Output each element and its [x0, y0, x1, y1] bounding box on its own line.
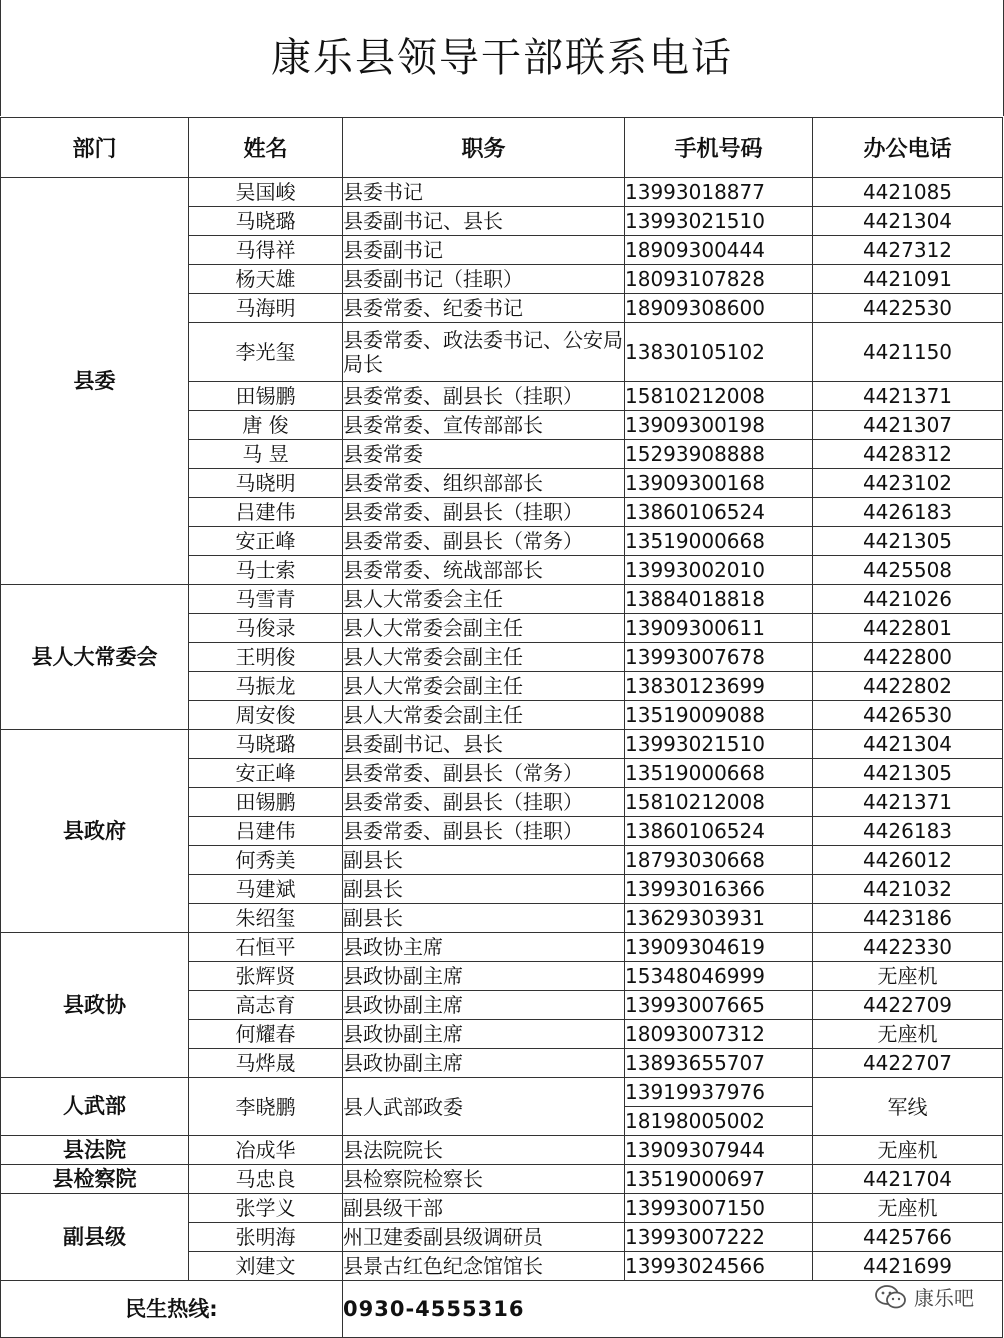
mobile-cell: 13629303931: [625, 904, 813, 933]
office-cell: 4428312: [813, 440, 1003, 469]
mobile-cell: 13893655707: [625, 1049, 813, 1078]
mobile-cell: 13919937976: [625, 1078, 813, 1107]
role-cell: 县委常委、副县长（挂职）: [343, 788, 625, 817]
office-cell: 4421085: [813, 178, 1003, 207]
office-cell: 4421305: [813, 759, 1003, 788]
mobile-cell: 13860106524: [625, 498, 813, 527]
table-row: [1, 178, 1003, 207]
mobile-cell: 18093107828: [625, 265, 813, 294]
mobile-cell: 18909308600: [625, 294, 813, 323]
office-cell: 4426530: [813, 701, 1003, 730]
role-cell: 副县长: [343, 875, 625, 904]
office-cell: 4426012: [813, 846, 1003, 875]
office-cell: 4421699: [813, 1252, 1003, 1281]
role-cell: 县人大常委会主任: [343, 585, 625, 614]
table-row: [1, 933, 1003, 962]
role-cell: 县委常委、组织部部长: [343, 469, 625, 498]
mobile-cell: 13993007222: [625, 1223, 813, 1252]
name-cell: 周安俊: [189, 701, 343, 730]
mobile-cell: 13993007150: [625, 1194, 813, 1223]
name-cell: 吕建伟: [189, 498, 343, 527]
name-cell: 何耀春: [189, 1020, 343, 1049]
mobile-cell: 18793030668: [625, 846, 813, 875]
office-cell: 4421305: [813, 527, 1003, 556]
role-cell: 县委常委、政法委书记、公安局局长: [343, 323, 625, 382]
name-cell: 马 昱: [189, 440, 343, 469]
header-name: 姓名: [189, 118, 343, 178]
header-office: 办公电话: [813, 118, 1003, 178]
name-cell: 田锡鹏: [189, 382, 343, 411]
mobile-cell: 13909300168: [625, 469, 813, 498]
table-row: [1, 1165, 1003, 1194]
role-cell: 县人大常委会副主任: [343, 643, 625, 672]
watermark: [874, 1282, 974, 1311]
office-cell: 无座机: [813, 1136, 1003, 1165]
mobile-cell: 13993016366: [625, 875, 813, 904]
header-mobile: 手机号码: [625, 118, 813, 178]
role-cell: 县委常委、副县长（挂职）: [343, 817, 625, 846]
name-cell: 冶成华: [189, 1136, 343, 1165]
table-row: [1, 730, 1003, 759]
name-cell: 张明海: [189, 1223, 343, 1252]
mobile-cell: 13993018877: [625, 178, 813, 207]
office-cell: 4422707: [813, 1049, 1003, 1078]
mobile-cell: 13993024566: [625, 1252, 813, 1281]
mobile-cell: 13519009088: [625, 701, 813, 730]
role-cell: 县政协副主席: [343, 962, 625, 991]
role-cell: 县检察院检察长: [343, 1165, 625, 1194]
header-role: 职务: [343, 118, 625, 178]
header-dept: 部门: [1, 118, 189, 178]
mobile-cell: 13993002010: [625, 556, 813, 585]
mobile-cell: 13993007665: [625, 991, 813, 1020]
mobile-cell: 15348046999: [625, 962, 813, 991]
title-box: [0, 0, 1004, 116]
office-cell: 4422530: [813, 294, 1003, 323]
role-cell: 县政协主席: [343, 933, 625, 962]
dept-cell-county_government: 县政府: [1, 730, 189, 933]
office-cell: 4422802: [813, 672, 1003, 701]
name-cell: 马海明: [189, 294, 343, 323]
name-cell: 马建斌: [189, 875, 343, 904]
name-cell: 张辉贤: [189, 962, 343, 991]
role-cell: 县政协副主席: [343, 1020, 625, 1049]
name-cell: 李光玺: [189, 323, 343, 382]
role-cell: 县委副书记、县长: [343, 730, 625, 759]
dept-cell-procuratorate: 县检察院: [1, 1165, 189, 1194]
role-cell: 副县级干部: [343, 1194, 625, 1223]
role-cell: 县人大常委会副主任: [343, 614, 625, 643]
office-cell: 4425508: [813, 556, 1003, 585]
mobile-cell: 13884018818: [625, 585, 813, 614]
name-cell: 吴国峻: [189, 178, 343, 207]
mobile-cell: 13860106524: [625, 817, 813, 846]
dept-cell-cppcc: 县政协: [1, 933, 189, 1078]
name-cell: 安正峰: [189, 759, 343, 788]
mobile-cell: 13993007678: [625, 643, 813, 672]
role-cell: 县委常委、副县长（挂职）: [343, 382, 625, 411]
name-cell: 石恒平: [189, 933, 343, 962]
office-cell: 4427312: [813, 236, 1003, 265]
dept-cell-deputy_county_level: 副县级: [1, 1194, 189, 1281]
dept-cell-peoples_congress: 县人大常委会: [1, 585, 189, 730]
role-cell: 县人武部政委: [343, 1078, 625, 1136]
name-cell: 何秀美: [189, 846, 343, 875]
office-cell: 4421371: [813, 382, 1003, 411]
role-cell: 县委常委: [343, 440, 625, 469]
mobile-cell: 13830123699: [625, 672, 813, 701]
office-cell: 4426183: [813, 817, 1003, 846]
name-cell: 马俊录: [189, 614, 343, 643]
office-cell: 4423186: [813, 904, 1003, 933]
mobile-cell: 18909300444: [625, 236, 813, 265]
mobile-cell: 13993021510: [625, 207, 813, 236]
dept-cell-county_committee: 县委: [1, 178, 189, 585]
table-row: [1, 585, 1003, 614]
name-cell: 高志育: [189, 991, 343, 1020]
name-cell: 安正峰: [189, 527, 343, 556]
office-cell: 4421371: [813, 788, 1003, 817]
role-cell: 县景古红色纪念馆馆长: [343, 1252, 625, 1281]
office-cell: 军线: [813, 1078, 1003, 1136]
role-cell: 县人大常委会副主任: [343, 701, 625, 730]
office-cell: 4421304: [813, 207, 1003, 236]
role-cell: 县人大常委会副主任: [343, 672, 625, 701]
mobile-cell: 13909307944: [625, 1136, 813, 1165]
role-cell: 县委副书记、县长: [343, 207, 625, 236]
table-row: [1, 1136, 1003, 1165]
mobile-cell: 18093007312: [625, 1020, 813, 1049]
role-cell: 县委副书记: [343, 236, 625, 265]
office-cell: 4425766: [813, 1223, 1003, 1252]
name-cell: 杨天雄: [189, 265, 343, 294]
name-cell: 马振龙: [189, 672, 343, 701]
dept-cell-armed_forces: 人武部: [1, 1078, 189, 1136]
mobile-cell: 15810212008: [625, 788, 813, 817]
watermark-text: 康乐吧: [914, 1286, 974, 1310]
office-cell: 4422800: [813, 643, 1003, 672]
role-cell: 副县长: [343, 904, 625, 933]
mobile-cell: 13909300611: [625, 614, 813, 643]
office-cell: 4421091: [813, 265, 1003, 294]
table-body: [1, 178, 1003, 1338]
name-cell: 马晓璐: [189, 730, 343, 759]
table-header-row: [1, 118, 1003, 178]
hotline-label: 民生热线:: [1, 1281, 343, 1338]
office-cell: 4421704: [813, 1165, 1003, 1194]
mobile-cell: 13519000668: [625, 527, 813, 556]
name-cell: 马晓明: [189, 469, 343, 498]
dept-cell-court: 县法院: [1, 1136, 189, 1165]
role-cell: 县政协副主席: [343, 1049, 625, 1078]
office-cell: 4426183: [813, 498, 1003, 527]
office-cell: 4421304: [813, 730, 1003, 759]
office-cell: 无座机: [813, 962, 1003, 991]
page-title: 康乐县领导干部联系电话: [271, 34, 733, 81]
name-cell: 马晓璐: [189, 207, 343, 236]
name-cell: 王明俊: [189, 643, 343, 672]
role-cell: 县政协副主席: [343, 991, 625, 1020]
mobile-cell: 18198005002: [625, 1107, 813, 1136]
office-cell: 4422801: [813, 614, 1003, 643]
role-cell: 县委常委、统战部部长: [343, 556, 625, 585]
mobile-cell: 13993021510: [625, 730, 813, 759]
office-cell: 4421307: [813, 411, 1003, 440]
office-cell: 无座机: [813, 1194, 1003, 1223]
name-cell: 马雪青: [189, 585, 343, 614]
hotline-row: [1, 1281, 1003, 1338]
contact-table: [0, 117, 1003, 1338]
role-cell: 县委常委、副县长（常务）: [343, 527, 625, 556]
table-row: [1, 1078, 1003, 1107]
office-cell: 4421150: [813, 323, 1003, 382]
office-cell: 4422709: [813, 991, 1003, 1020]
mobile-cell: 13830105102: [625, 323, 813, 382]
name-cell: 马得祥: [189, 236, 343, 265]
mobile-cell: 15810212008: [625, 382, 813, 411]
mobile-cell: 15293908888: [625, 440, 813, 469]
role-cell: 县委常委、副县长（常务）: [343, 759, 625, 788]
mobile-cell: 13519000668: [625, 759, 813, 788]
name-cell: 田锡鹏: [189, 788, 343, 817]
role-cell: 县委常委、副县长（挂职）: [343, 498, 625, 527]
office-cell: 4421026: [813, 585, 1003, 614]
role-cell: 县委常委、宣传部部长: [343, 411, 625, 440]
mobile-cell: 13909304619: [625, 933, 813, 962]
name-cell: 吕建伟: [189, 817, 343, 846]
office-cell: 4422330: [813, 933, 1003, 962]
role-cell: 县委书记: [343, 178, 625, 207]
role-cell: 县委副书记（挂职）: [343, 265, 625, 294]
office-cell: 无座机: [813, 1020, 1003, 1049]
role-cell: 州卫建委副县级调研员: [343, 1223, 625, 1252]
role-cell: 县委常委、纪委书记: [343, 294, 625, 323]
mobile-cell: 13519000697: [625, 1165, 813, 1194]
name-cell: 李晓鹏: [189, 1078, 343, 1136]
role-cell: 副县长: [343, 846, 625, 875]
name-cell: 张学义: [189, 1194, 343, 1223]
name-cell: 刘建文: [189, 1252, 343, 1281]
hotline-number: 0930-4555316: [343, 1281, 1003, 1338]
name-cell: 朱绍玺: [189, 904, 343, 933]
name-cell: 马忠良: [189, 1165, 343, 1194]
office-cell: 4423102: [813, 469, 1003, 498]
name-cell: 唐 俊: [189, 411, 343, 440]
role-cell: 县法院院长: [343, 1136, 625, 1165]
wechat-icon: [874, 1284, 908, 1310]
name-cell: 马士索: [189, 556, 343, 585]
table-row: [1, 1194, 1003, 1223]
name-cell: 马烨晟: [189, 1049, 343, 1078]
office-cell: 4421032: [813, 875, 1003, 904]
mobile-cell: 13909300198: [625, 411, 813, 440]
